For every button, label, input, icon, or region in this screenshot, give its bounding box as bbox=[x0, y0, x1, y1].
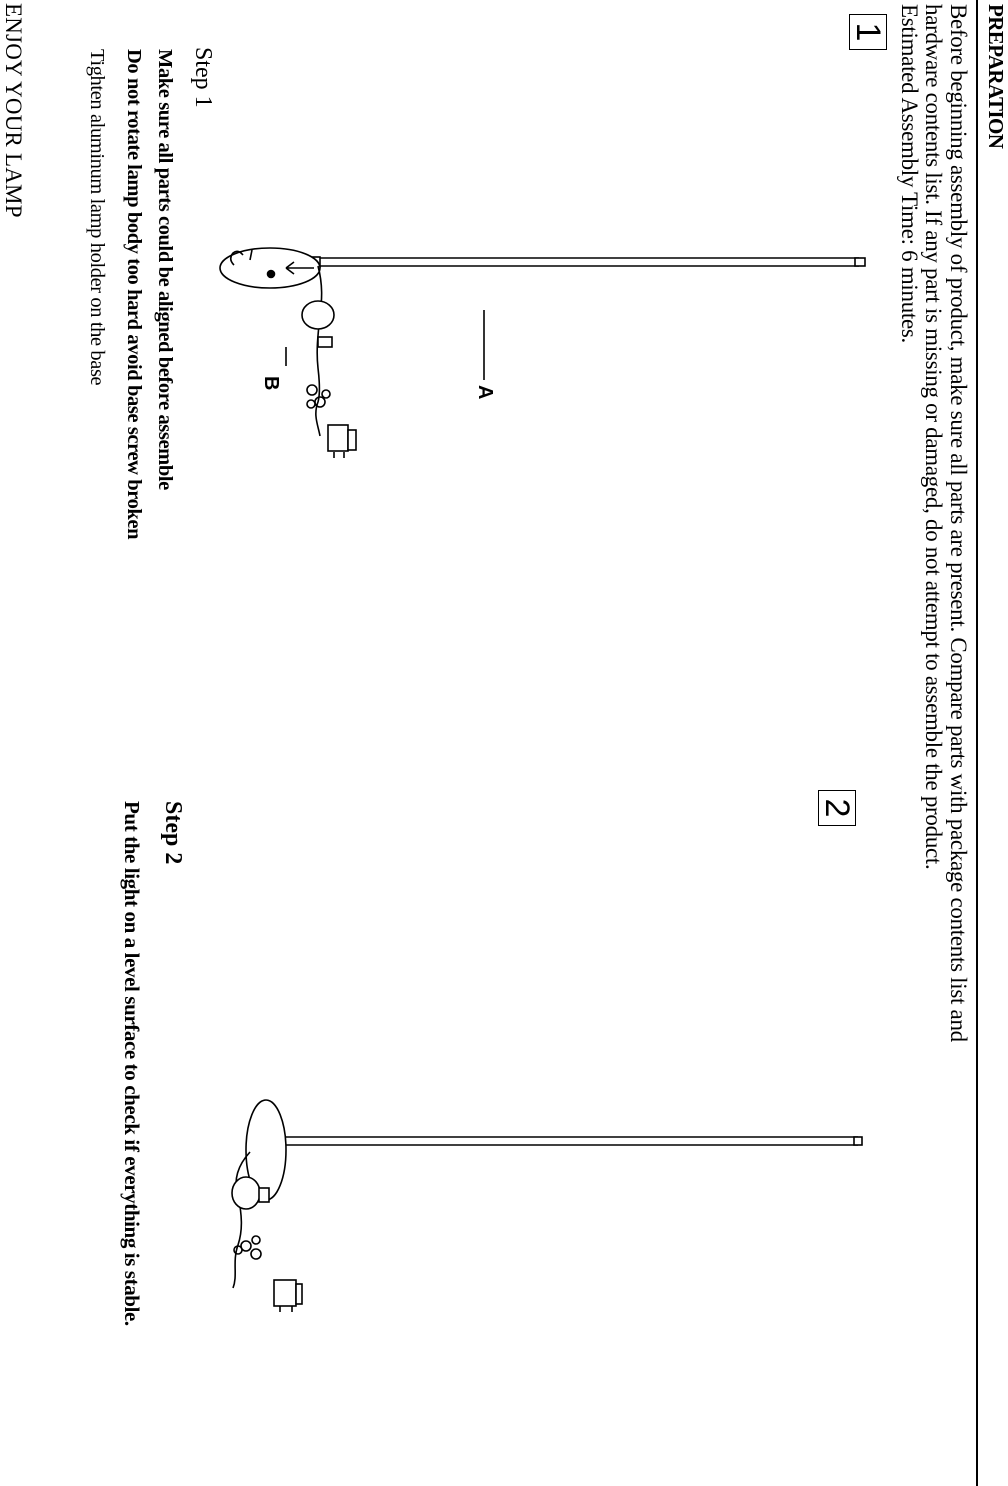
closing-message: ENJOY YOUR LAMP bbox=[1, 3, 26, 218]
step1-instruction-2: Do not rotate lamp body too hard avoid base screw broken bbox=[123, 49, 145, 540]
lamp-pole bbox=[264, 1136, 862, 1146]
step1-instruction-1: Make sure all parts could be aligned before assemble bbox=[154, 49, 176, 490]
preparation-text-line-3: Estimated Assembly Time: 6 minutes. bbox=[897, 4, 922, 343]
step2-title: Step 2 bbox=[160, 801, 186, 865]
preparation-text-line-1: Before beginning assembly of product, make sure all parts are present. Compare parts with package contents list and bbox=[946, 4, 971, 1042]
power-adapter bbox=[274, 1280, 302, 1312]
step2-number-box: 2 bbox=[818, 790, 856, 826]
step2-instruction: Put the light on a level surface to check if everything is stable. bbox=[120, 801, 144, 1326]
step1-number-box: 1 bbox=[849, 14, 887, 50]
preparation-heading: PREPARATION bbox=[984, 4, 1008, 149]
preparation-text-line-2: hardware contents list. If any part is missing or damaged, do not attempt to assemble the product. bbox=[921, 4, 946, 870]
step1-title: Step 1 bbox=[190, 47, 216, 108]
part-b-label: B bbox=[260, 376, 282, 391]
part-a-label: A bbox=[474, 385, 496, 400]
inline-dimmer bbox=[234, 1236, 261, 1259]
step1-instruction-3: Tighten aluminum lamp holder on the base bbox=[86, 49, 108, 386]
